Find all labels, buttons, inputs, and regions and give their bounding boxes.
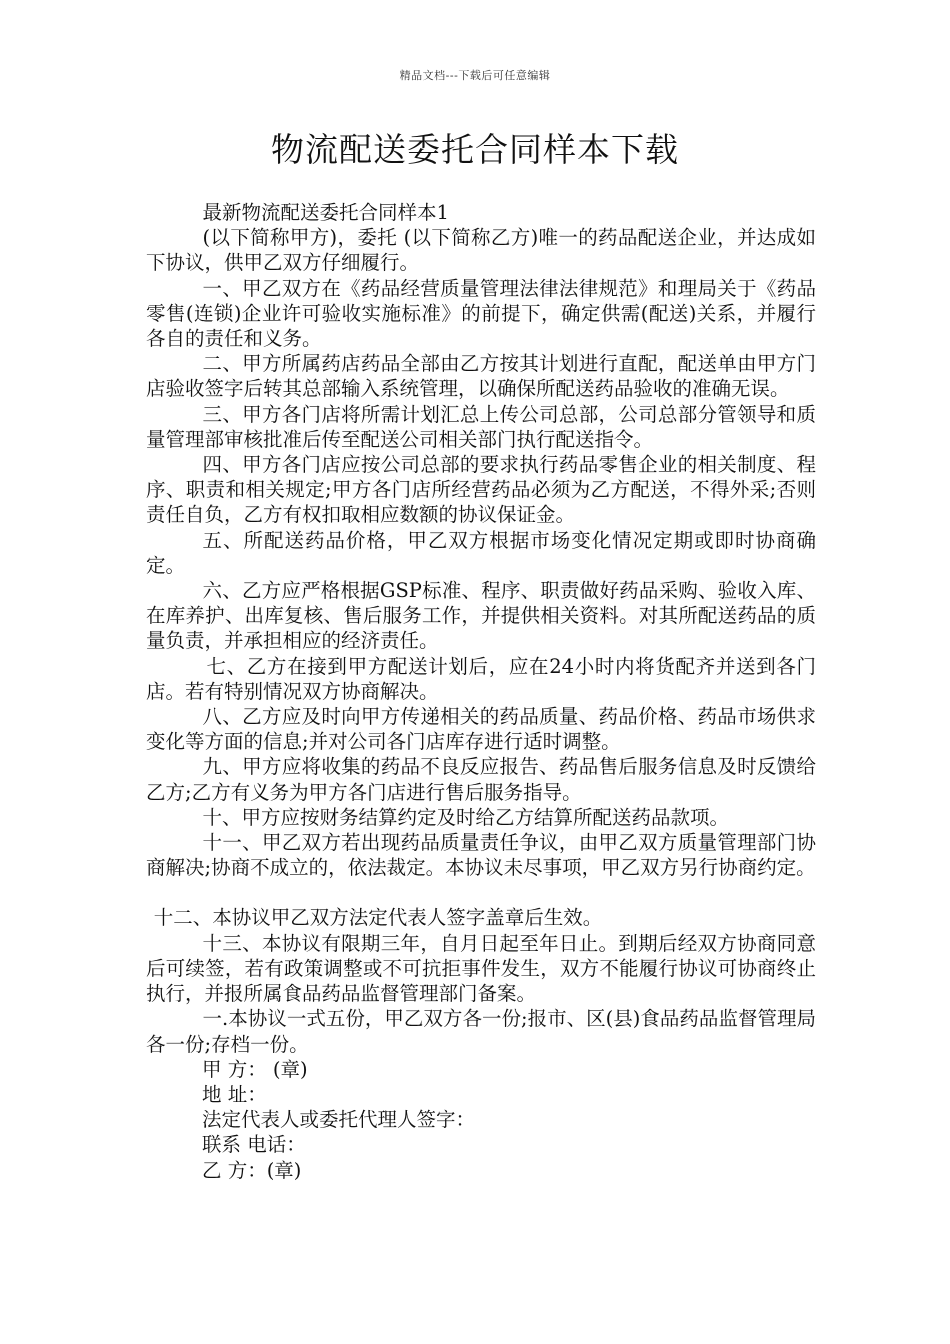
clause-13: 十三、本协议有限期三年，自月日起至年日止。到期后经双方协商同意后可续签，若有政策调整或不可抗拒事件发生，双方不能履行协议可协商终止执行，并报所属食品药品监督管理部门备案。 (146, 931, 816, 1006)
page-header: 精品文档---下载后可任意编辑 (399, 69, 551, 82)
signature-phone: 联系 电话： (202, 1133, 306, 1157)
blank-line (146, 880, 816, 905)
signature-party-a: 甲 方： (章) (202, 1057, 308, 1081)
clause-9: 九、甲方应将收集的药品不良反应报告、药品售后服务信息及时反馈给乙方;乙方有义务为甲方各门店进行售后服务指导。 (146, 755, 816, 804)
signature-address: 地 址： (202, 1082, 267, 1106)
subtitle-paragraph: 最新物流配送委托合同样本1 (202, 201, 449, 224)
clause-2: 二、甲方所属药店药品全部由乙方按其计划进行直配，配送单由甲方门店验收签字后转其总部输入系统管理，以确保所配送药品验收的准确无误。 (146, 352, 816, 401)
clause-8: 八、乙方应及时向甲方传递相关的药品质量、药品价格、药品市场供求变化等方面的信息;并对公司各门店库存进行适时调整。 (146, 705, 816, 754)
document-title: 物流配送委托合同样本下载 (271, 130, 679, 169)
clause-3: 三、甲方各门店将所需计划汇总上传公司总部，公司总部分管领导和质量管理部审核批准后传至配送公司相关部门执行配送指令。 (146, 402, 816, 451)
copies-clause: 一.本协议一式五份，甲乙双方各一份;报市、区(县)食品药品监督管理局各一份;存档一份。 (146, 1007, 816, 1056)
clause-11: 十一、甲乙双方若出现药品质量责任争议，由甲乙双方质量管理部门协商解决;协商不成立的，依法裁定。本协议未尽事项，甲乙双方另行协商约定。 (146, 831, 816, 880)
clause-12: 十二、本协议甲乙双方法定代表人签字盖章后生效。 (153, 906, 603, 930)
clause-4: 四、甲方各门店应按公司总部的要求执行药品零售企业的相关制度、程序、职责和相关规定;甲方各门店所经营药品必须为乙方配送，不得外采;否则责任自负，乙方有权扣取相应数额的协议保证金。 (146, 453, 816, 527)
signature-representative: 法定代表人或委托代理人签字： (202, 1108, 476, 1132)
clause-7: 七、乙方在接到甲方配送计划后，应在24小时内将货配齐并送到各门店。若有特别情况双方协商解决。 (146, 654, 816, 703)
clause-6: 六、乙方应严格根据GSP标准、程序、职责做好药品采购、验收入库、在库养护、出库复核、售后服务工作，并提供相关资料。对其所配送药品的质量负责，并承担相应的经济责任。 (146, 579, 816, 653)
intro-paragraph: (以下简称甲方)，委托 (以下简称乙方)唯一的药品配送企业，并达成如下协议，供甲乙双方仔细履行。 (146, 226, 816, 275)
clause-5: 五、所配送药品价格，甲乙双方根据市场变化情况定期或即时协商确定。 (146, 528, 816, 577)
clause-1: 一、甲乙双方在《药品经营质量管理法律法律规范》和理局关于《药品零售(连锁)企业许可验收实施标准》的前提下，确定供需(配送)关系，并履行各自的责任和义务。 (146, 276, 816, 351)
clause-10: 十、甲方应按财务结算约定及时给乙方结算所配送药品款项。 (202, 805, 730, 829)
signature-party-b: 乙 方：(章) (202, 1158, 302, 1182)
document-body (146, 200, 816, 1183)
